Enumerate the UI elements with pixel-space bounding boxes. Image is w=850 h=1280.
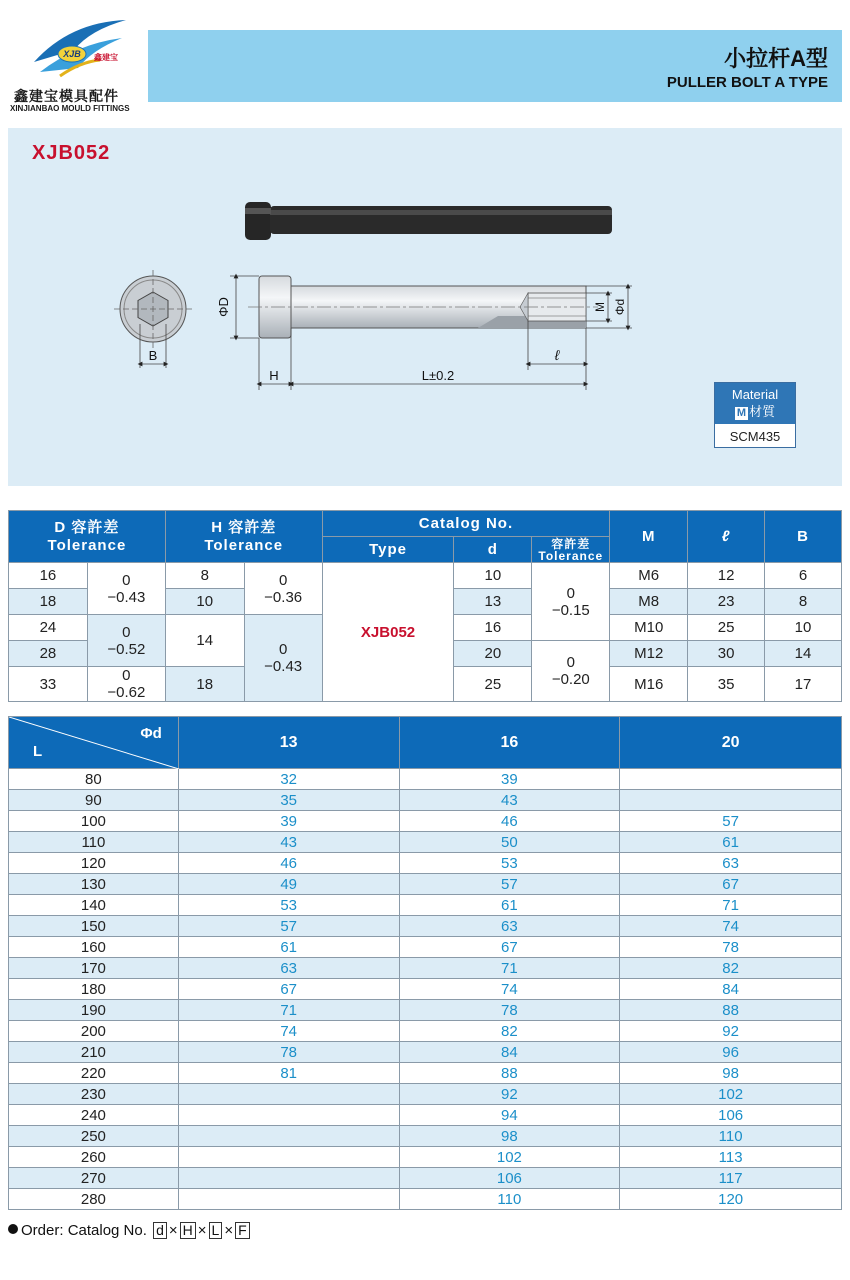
order-prefix: Order: bbox=[21, 1222, 64, 1239]
table-row bbox=[9, 1168, 842, 1189]
corner-l: L bbox=[33, 743, 43, 760]
table-row bbox=[9, 1042, 842, 1063]
d-value: 28 bbox=[9, 641, 88, 667]
dd-value: 10 bbox=[454, 563, 532, 589]
table-row bbox=[9, 979, 842, 1000]
value-d20: 82 bbox=[620, 958, 842, 979]
type-value: XJB052 bbox=[322, 563, 454, 702]
value-d13 bbox=[178, 1168, 399, 1189]
d-value: 18 bbox=[9, 589, 88, 615]
dim-b-label: B bbox=[148, 348, 158, 363]
m-value: M12 bbox=[610, 641, 688, 667]
header-ell: ℓ bbox=[688, 511, 765, 563]
value-d20: 71 bbox=[620, 895, 842, 916]
dim-m-label: M bbox=[593, 302, 607, 312]
h-value: 18 bbox=[165, 667, 244, 702]
ell-value: 12 bbox=[688, 563, 765, 589]
spec-table bbox=[8, 510, 842, 702]
h-value: 14 bbox=[165, 615, 244, 667]
value-d16: 74 bbox=[399, 979, 620, 1000]
dd-value: 13 bbox=[454, 589, 532, 615]
table-row bbox=[9, 1000, 842, 1021]
value-d20: 113 bbox=[620, 1147, 842, 1168]
b-value: 17 bbox=[765, 667, 842, 702]
value-d13: 32 bbox=[178, 769, 399, 790]
value-d13 bbox=[178, 1189, 399, 1210]
dim-phi-D-label: ΦD bbox=[216, 297, 231, 317]
l-value: 130 bbox=[9, 874, 179, 895]
value-d13: 49 bbox=[178, 874, 399, 895]
value-d16: 71 bbox=[399, 958, 620, 979]
dim-phi-d-label: Φd bbox=[613, 298, 627, 316]
end-view bbox=[114, 270, 192, 368]
value-d13: 35 bbox=[178, 790, 399, 811]
header-d-tolerance: D 容許差 Tolerance bbox=[9, 511, 166, 563]
value-d16: 46 bbox=[399, 811, 620, 832]
h-tolerance: 0 −0.36 bbox=[244, 563, 322, 615]
m-value: M6 bbox=[610, 563, 688, 589]
value-d16: 98 bbox=[399, 1126, 620, 1147]
value-d20: 88 bbox=[620, 1000, 842, 1021]
l-value: 250 bbox=[9, 1126, 179, 1147]
brand-name-cn: 鑫建宝模具配件 bbox=[14, 88, 119, 104]
ell-value: 35 bbox=[688, 667, 765, 702]
m-value: M10 bbox=[610, 615, 688, 641]
col-header: 13 bbox=[178, 717, 399, 769]
material-label-en: Material bbox=[731, 387, 779, 402]
value-d13: 67 bbox=[178, 979, 399, 1000]
l-value: 230 bbox=[9, 1084, 179, 1105]
header-type: Type bbox=[322, 537, 454, 563]
table-row bbox=[9, 1084, 842, 1105]
l-value: 150 bbox=[9, 916, 179, 937]
dd-value: 16 bbox=[454, 615, 532, 641]
value-d16: 110 bbox=[399, 1189, 620, 1210]
value-d13 bbox=[178, 1084, 399, 1105]
logo-script-text: 鑫建宝 bbox=[94, 53, 118, 62]
value-d20: 74 bbox=[620, 916, 842, 937]
table-row bbox=[9, 790, 842, 811]
value-d20: 110 bbox=[620, 1126, 842, 1147]
value-d13: 71 bbox=[178, 1000, 399, 1021]
l-value: 190 bbox=[9, 1000, 179, 1021]
value-d16: 63 bbox=[399, 916, 620, 937]
value-d13 bbox=[178, 1105, 399, 1126]
l-value: 120 bbox=[9, 853, 179, 874]
page-title-cn: 小拉杆A型 bbox=[724, 46, 828, 71]
table-row bbox=[9, 1147, 842, 1168]
d-value: 24 bbox=[9, 615, 88, 641]
value-d20: 92 bbox=[620, 1021, 842, 1042]
table-row bbox=[9, 1126, 842, 1147]
table-row bbox=[9, 895, 842, 916]
title-band bbox=[148, 30, 842, 102]
value-d20: 102 bbox=[620, 1084, 842, 1105]
order-field-h: H bbox=[180, 1222, 196, 1239]
order-line bbox=[8, 1222, 252, 1239]
l-value: 100 bbox=[9, 811, 179, 832]
d-tolerance: 0 −0.62 bbox=[87, 667, 165, 702]
side-view bbox=[216, 276, 632, 390]
value-d20: 120 bbox=[620, 1189, 842, 1210]
value-d16: 61 bbox=[399, 895, 620, 916]
b-value: 6 bbox=[765, 563, 842, 589]
l-value: 80 bbox=[9, 769, 179, 790]
order-sep: × bbox=[197, 1222, 207, 1239]
value-d20 bbox=[620, 769, 842, 790]
value-d16: 43 bbox=[399, 790, 620, 811]
value-d20: 84 bbox=[620, 979, 842, 1000]
d-value: 33 bbox=[9, 667, 88, 702]
col-header: 16 bbox=[399, 717, 620, 769]
dim-ell-label: ℓ bbox=[554, 347, 560, 363]
ell-value: 30 bbox=[688, 641, 765, 667]
value-d16: 67 bbox=[399, 937, 620, 958]
value-d16: 102 bbox=[399, 1147, 620, 1168]
material-m-badge: M bbox=[736, 407, 747, 419]
l-value: 260 bbox=[9, 1147, 179, 1168]
drawing-panel bbox=[8, 128, 842, 486]
l-value: 160 bbox=[9, 937, 179, 958]
table-row bbox=[9, 874, 842, 895]
value-d13: 81 bbox=[178, 1063, 399, 1084]
dd-value: 20 bbox=[454, 641, 532, 667]
l-value: 170 bbox=[9, 958, 179, 979]
h-value: 8 bbox=[165, 563, 244, 589]
material-box bbox=[714, 382, 796, 448]
corner-phi-d: Φd bbox=[140, 725, 162, 742]
table-row bbox=[9, 1189, 842, 1210]
value-d16: 82 bbox=[399, 1021, 620, 1042]
value-d13: 74 bbox=[178, 1021, 399, 1042]
l-value: 280 bbox=[9, 1189, 179, 1210]
table-row bbox=[9, 958, 842, 979]
value-d13: 63 bbox=[178, 958, 399, 979]
table-row bbox=[9, 853, 842, 874]
m-value: M8 bbox=[610, 589, 688, 615]
ell-value: 25 bbox=[688, 615, 765, 641]
col-header: 20 bbox=[620, 717, 842, 769]
b-value: 14 bbox=[765, 641, 842, 667]
l-value: 270 bbox=[9, 1168, 179, 1189]
product-photo bbox=[245, 202, 612, 240]
value-d20: 67 bbox=[620, 874, 842, 895]
bullet-icon bbox=[8, 1224, 18, 1234]
value-d13: 46 bbox=[178, 853, 399, 874]
d-tolerance: 0 −0.52 bbox=[87, 615, 165, 667]
xjb-logo-icon bbox=[30, 16, 130, 78]
value-d13: 61 bbox=[178, 937, 399, 958]
header-m: M bbox=[610, 511, 688, 563]
table-row bbox=[9, 1063, 842, 1084]
value-d20: 106 bbox=[620, 1105, 842, 1126]
table-row bbox=[9, 832, 842, 853]
value-d16: 94 bbox=[399, 1105, 620, 1126]
l-value: 180 bbox=[9, 979, 179, 1000]
h-tolerance: 0 −0.43 bbox=[244, 615, 322, 702]
value-d13: 57 bbox=[178, 916, 399, 937]
l-value: 140 bbox=[9, 895, 179, 916]
value-d20 bbox=[620, 790, 842, 811]
value-d20: 96 bbox=[620, 1042, 842, 1063]
value-d13: 78 bbox=[178, 1042, 399, 1063]
material-value: SCM435 bbox=[729, 429, 781, 444]
table-row bbox=[9, 811, 842, 832]
d-value: 16 bbox=[9, 563, 88, 589]
table-row bbox=[9, 937, 842, 958]
value-d16: 53 bbox=[399, 853, 620, 874]
b-value: 10 bbox=[765, 615, 842, 641]
table-row bbox=[9, 769, 842, 790]
value-d13: 43 bbox=[178, 832, 399, 853]
dim-h-label: H bbox=[269, 368, 279, 383]
order-field-f: F bbox=[235, 1222, 250, 1239]
value-d13 bbox=[178, 1147, 399, 1168]
value-d16: 39 bbox=[399, 769, 620, 790]
l-value: 200 bbox=[9, 1021, 179, 1042]
product-code: XJB052 bbox=[32, 142, 111, 164]
order-field-d: d bbox=[153, 1222, 167, 1239]
brand-name-en: XINJIANBAO MOULD FITTINGS bbox=[10, 104, 130, 113]
header-d: d bbox=[454, 537, 532, 563]
l-value: 90 bbox=[9, 790, 179, 811]
dd-value: 25 bbox=[454, 667, 532, 702]
value-d20: 61 bbox=[620, 832, 842, 853]
length-table bbox=[8, 716, 842, 1210]
value-d20: 63 bbox=[620, 853, 842, 874]
page-title-en: PULLER BOLT A TYPE bbox=[666, 74, 828, 91]
logo-mark-text: XJB bbox=[63, 49, 81, 59]
l-value: 110 bbox=[9, 832, 179, 853]
material-label-cn: 材質 bbox=[749, 404, 776, 419]
value-d16: 88 bbox=[399, 1063, 620, 1084]
b-value: 8 bbox=[765, 589, 842, 615]
order-sep: × bbox=[168, 1222, 178, 1239]
l-value: 210 bbox=[9, 1042, 179, 1063]
dd-tolerance: 0 −0.20 bbox=[532, 641, 610, 702]
header-catalog-no: Catalog No. bbox=[322, 511, 610, 537]
length-table-body bbox=[9, 769, 842, 1210]
table-row bbox=[9, 916, 842, 937]
value-d16: 84 bbox=[399, 1042, 620, 1063]
value-d16: 92 bbox=[399, 1084, 620, 1105]
value-d20: 98 bbox=[620, 1063, 842, 1084]
dd-tolerance: 0 −0.15 bbox=[532, 563, 610, 641]
value-d13: 53 bbox=[178, 895, 399, 916]
value-d16: 78 bbox=[399, 1000, 620, 1021]
corner-header bbox=[9, 717, 179, 769]
material-header bbox=[715, 383, 795, 424]
header-b: B bbox=[765, 511, 842, 563]
ell-value: 23 bbox=[688, 589, 765, 615]
dim-l-label: L±0.2 bbox=[421, 368, 455, 383]
value-d20: 78 bbox=[620, 937, 842, 958]
value-d20: 117 bbox=[620, 1168, 842, 1189]
table-row bbox=[9, 1021, 842, 1042]
order-field-l: L bbox=[209, 1222, 223, 1239]
header-d-tol: 容許差 Tolerance bbox=[532, 537, 610, 563]
value-d16: 57 bbox=[399, 874, 620, 895]
value-d13: 39 bbox=[178, 811, 399, 832]
h-value: 10 bbox=[165, 589, 244, 615]
m-value: M16 bbox=[610, 667, 688, 702]
order-sep: × bbox=[224, 1222, 234, 1239]
value-d13 bbox=[178, 1126, 399, 1147]
d-tolerance: 0 −0.43 bbox=[87, 563, 165, 615]
l-value: 240 bbox=[9, 1105, 179, 1126]
brand-logo bbox=[8, 12, 148, 113]
value-d16: 106 bbox=[399, 1168, 620, 1189]
header-h-tolerance: H 容許差 Tolerance bbox=[165, 511, 322, 563]
value-d20: 57 bbox=[620, 811, 842, 832]
table-row bbox=[9, 1105, 842, 1126]
order-catalog: Catalog No. bbox=[67, 1222, 147, 1239]
value-d16: 50 bbox=[399, 832, 620, 853]
l-value: 220 bbox=[9, 1063, 179, 1084]
